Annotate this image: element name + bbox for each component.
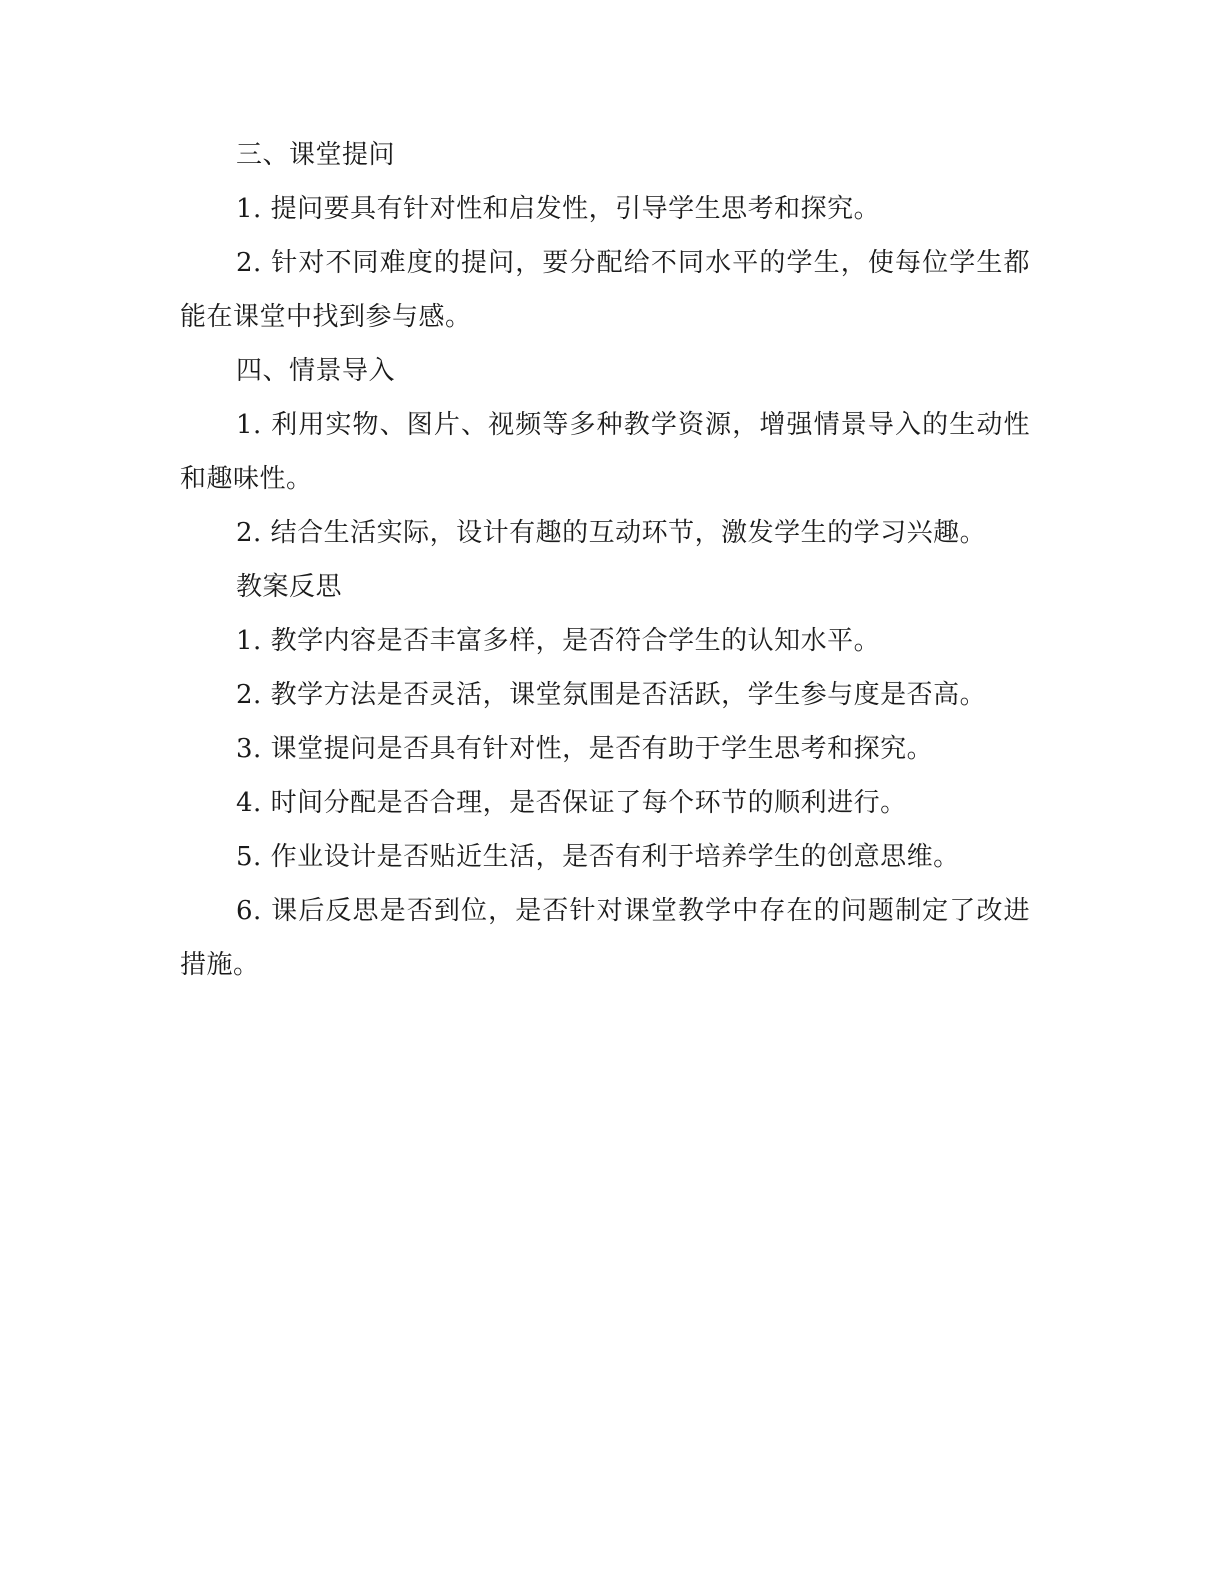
- paragraph: 5. 作业设计是否贴近生活，是否有利于培养学生的创意思维。: [236, 842, 960, 872]
- paragraph: 1. 提问要具有针对性和启发性，引导学生思考和探究。: [236, 194, 881, 224]
- section-heading-scenario-intro: 四、情景导入: [236, 356, 396, 386]
- document-body: [180, 128, 1030, 992]
- paragraph: 1. 利用实物、图片、视频等多种教学资源，增强情景导入的生动性和趣味性。: [180, 410, 1030, 494]
- paragraph: 4. 时间分配是否合理，是否保证了每个环节的顺利进行。: [236, 788, 907, 818]
- section-heading-lesson-reflection: 教案反思: [236, 572, 343, 602]
- paragraph: 2. 教学方法是否灵活，课堂氛围是否活跃，学生参与度是否高。: [236, 680, 987, 710]
- paragraph: 2. 结合生活实际，设计有趣的互动环节，激发学生的学习兴趣。: [236, 518, 987, 548]
- paragraph: 3. 课堂提问是否具有针对性，是否有助于学生思考和探究。: [236, 734, 934, 764]
- paragraph: 6. 课后反思是否到位，是否针对课堂教学中存在的问题制定了改进措施。: [180, 896, 1030, 980]
- section-heading-classroom-questions: 三、课堂提问: [236, 140, 396, 170]
- paragraph: 2. 针对不同难度的提问，要分配给不同水平的学生，使每位学生都能在课堂中找到参与感。: [180, 248, 1030, 332]
- paragraph: 1. 教学内容是否丰富多样，是否符合学生的认知水平。: [236, 626, 881, 656]
